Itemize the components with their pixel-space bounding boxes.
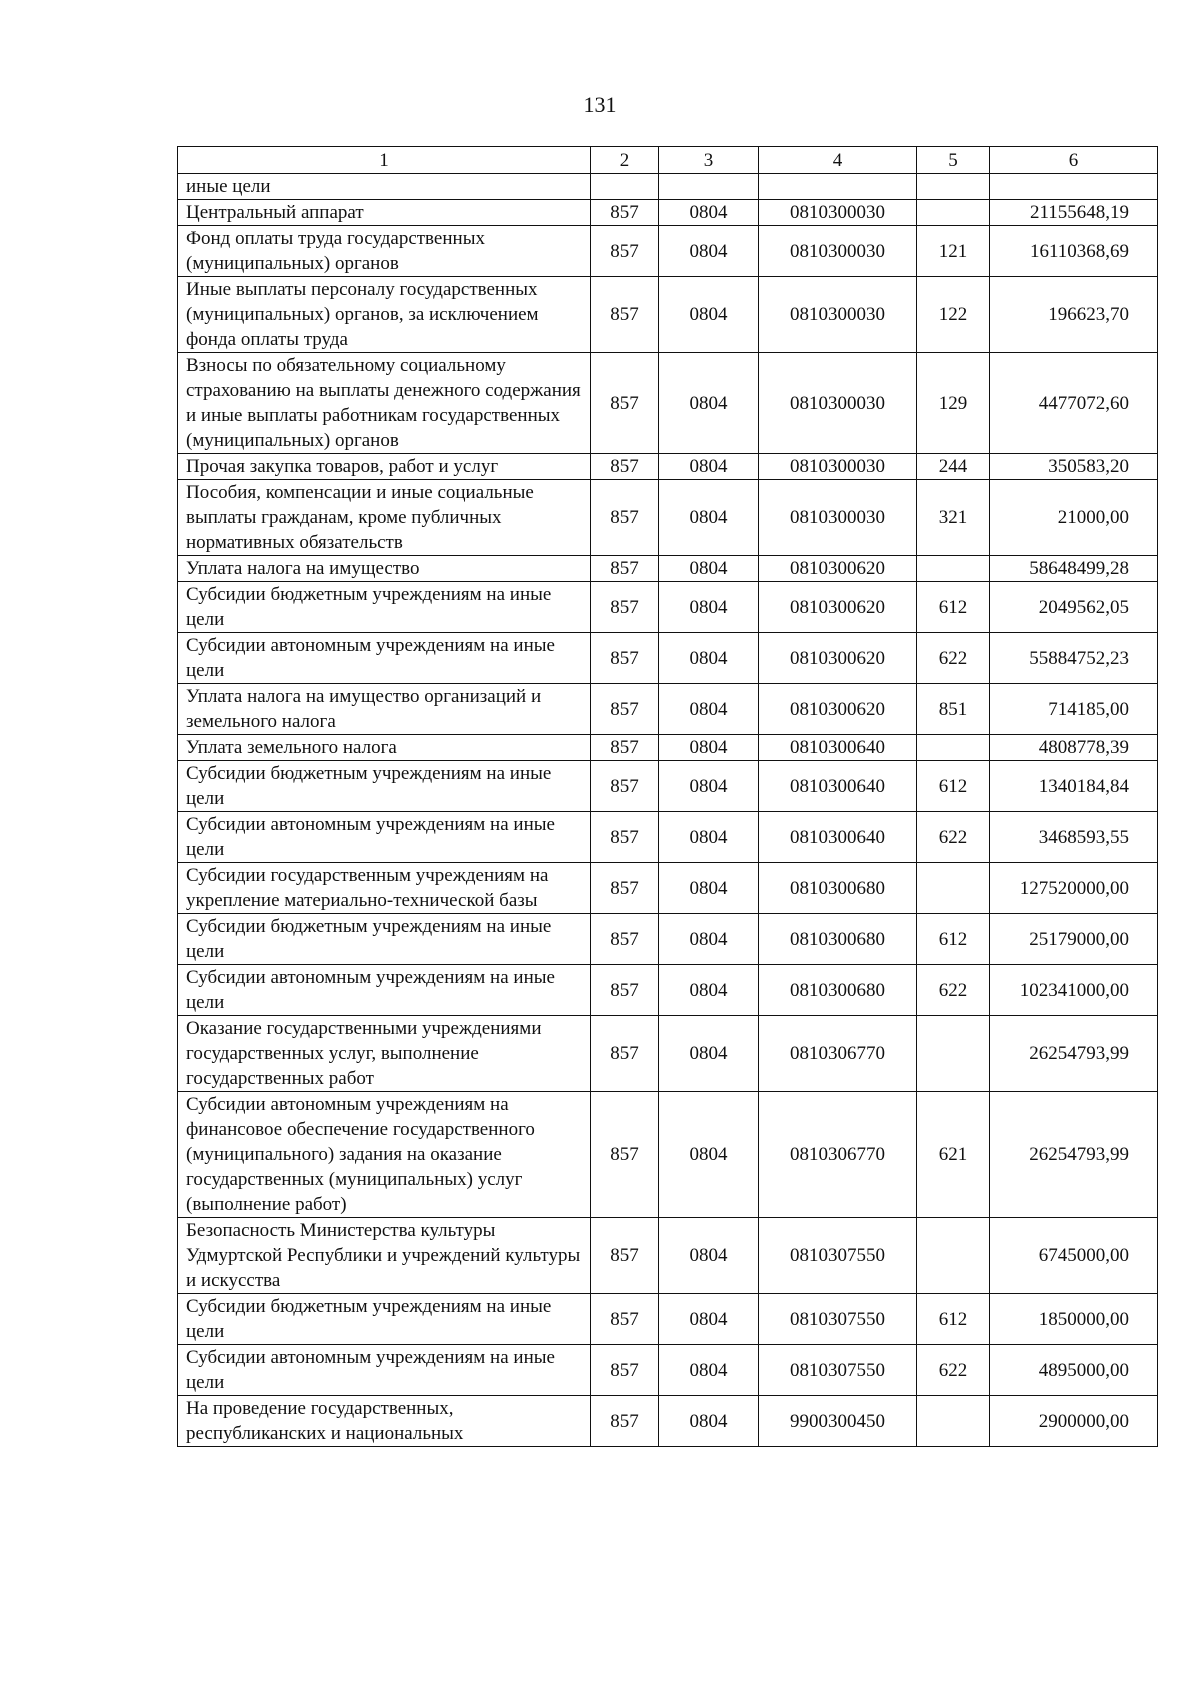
header-cell: 3 <box>659 147 759 174</box>
section-cell: 0804 <box>659 735 759 761</box>
grbs-cell: 857 <box>591 735 659 761</box>
amount-cell: 714185,00 <box>990 684 1158 735</box>
expense-type-cell: 622 <box>917 812 990 863</box>
section-cell: 0804 <box>659 914 759 965</box>
expense-type-cell: 612 <box>917 582 990 633</box>
row-name-cell: Безопасность Министерства культуры Удмуртской Республики и учреждений культуры и искусства <box>178 1218 591 1294</box>
grbs-cell: 857 <box>591 761 659 812</box>
table-row <box>178 1345 1158 1396</box>
header-cell: 5 <box>917 147 990 174</box>
expense-type-cell: 129 <box>917 353 990 454</box>
target-article-cell: 0810306770 <box>759 1092 917 1218</box>
amount-cell: 127520000,00 <box>990 863 1158 914</box>
row-name-cell: иные цели <box>178 174 591 200</box>
target-article-cell: 0810300680 <box>759 914 917 965</box>
expense-type-cell <box>917 863 990 914</box>
target-article-cell: 0810300030 <box>759 454 917 480</box>
row-name-cell: Субсидии бюджетным учреждениям на иные цели <box>178 1294 591 1345</box>
expense-type-cell: 622 <box>917 965 990 1016</box>
grbs-cell: 857 <box>591 914 659 965</box>
section-cell: 0804 <box>659 226 759 277</box>
expense-type-cell: 622 <box>917 1345 990 1396</box>
section-cell: 0804 <box>659 454 759 480</box>
table-row <box>178 812 1158 863</box>
section-cell: 0804 <box>659 1016 759 1092</box>
amount-cell <box>990 174 1158 200</box>
amount-cell: 3468593,55 <box>990 812 1158 863</box>
amount-cell: 16110368,69 <box>990 226 1158 277</box>
table-row <box>178 1016 1158 1092</box>
section-cell <box>659 174 759 200</box>
budget-table <box>177 146 1158 1447</box>
grbs-cell: 857 <box>591 965 659 1016</box>
header-cell: 4 <box>759 147 917 174</box>
grbs-cell: 857 <box>591 812 659 863</box>
target-article-cell: 0810306770 <box>759 1016 917 1092</box>
section-cell: 0804 <box>659 480 759 556</box>
grbs-cell <box>591 174 659 200</box>
row-name-cell: Оказание государственными учреждениями государственных услуг, выполнение государственных работ <box>178 1016 591 1092</box>
row-name-cell: Прочая закупка товаров, работ и услуг <box>178 454 591 480</box>
row-name-cell: Иные выплаты персоналу государственных (муниципальных) органов, за исключением фонда оплаты труда <box>178 277 591 353</box>
grbs-cell: 857 <box>591 556 659 582</box>
target-article-cell: 0810300640 <box>759 761 917 812</box>
target-article-cell: 0810300620 <box>759 633 917 684</box>
table-row <box>178 1294 1158 1345</box>
amount-cell: 2049562,05 <box>990 582 1158 633</box>
expense-type-cell: 612 <box>917 1294 990 1345</box>
section-cell: 0804 <box>659 761 759 812</box>
row-name-cell: Уплата налога на имущество организаций и земельного налога <box>178 684 591 735</box>
target-article-cell: 0810300030 <box>759 226 917 277</box>
table-row <box>178 863 1158 914</box>
row-name-cell: Субсидии бюджетным учреждениям на иные цели <box>178 761 591 812</box>
amount-cell: 350583,20 <box>990 454 1158 480</box>
row-name-cell: Субсидии автономным учреждениям на иные цели <box>178 812 591 863</box>
header-cell: 1 <box>178 147 591 174</box>
grbs-cell: 857 <box>591 480 659 556</box>
header-row <box>178 147 1158 174</box>
grbs-cell: 857 <box>591 1345 659 1396</box>
amount-cell: 4477072,60 <box>990 353 1158 454</box>
row-name-cell: Субсидии автономным учреждениям на финансовое обеспечение государственного (муниципального) задания на оказание государственных (муниципальных) услуг (выполнение работ) <box>178 1092 591 1218</box>
table-row <box>178 1218 1158 1294</box>
row-name-cell: На проведение государственных, республиканских и национальных <box>178 1396 591 1447</box>
amount-cell: 26254793,99 <box>990 1092 1158 1218</box>
expense-type-cell <box>917 174 990 200</box>
grbs-cell: 857 <box>591 1092 659 1218</box>
header-cell: 2 <box>591 147 659 174</box>
table-row <box>178 226 1158 277</box>
section-cell: 0804 <box>659 1294 759 1345</box>
amount-cell: 21000,00 <box>990 480 1158 556</box>
amount-cell: 1340184,84 <box>990 761 1158 812</box>
row-name-cell: Субсидии автономным учреждениям на иные цели <box>178 633 591 684</box>
expense-type-cell <box>917 735 990 761</box>
section-cell: 0804 <box>659 1092 759 1218</box>
row-name-cell: Уплата земельного налога <box>178 735 591 761</box>
table-row <box>178 556 1158 582</box>
section-cell: 0804 <box>659 200 759 226</box>
row-name-cell: Уплата налога на имущество <box>178 556 591 582</box>
expense-type-cell: 244 <box>917 454 990 480</box>
row-name-cell: Субсидии автономным учреждениям на иные цели <box>178 965 591 1016</box>
amount-cell: 6745000,00 <box>990 1218 1158 1294</box>
grbs-cell: 857 <box>591 1016 659 1092</box>
target-article-cell: 0810300620 <box>759 684 917 735</box>
section-cell: 0804 <box>659 277 759 353</box>
expense-type-cell: 851 <box>917 684 990 735</box>
amount-cell: 21155648,19 <box>990 200 1158 226</box>
section-cell: 0804 <box>659 353 759 454</box>
section-cell: 0804 <box>659 812 759 863</box>
grbs-cell: 857 <box>591 454 659 480</box>
amount-cell: 58648499,28 <box>990 556 1158 582</box>
amount-cell: 196623,70 <box>990 277 1158 353</box>
grbs-cell: 857 <box>591 226 659 277</box>
table-row <box>178 914 1158 965</box>
target-article-cell: 0810300680 <box>759 863 917 914</box>
grbs-cell: 857 <box>591 863 659 914</box>
grbs-cell: 857 <box>591 200 659 226</box>
amount-cell: 4895000,00 <box>990 1345 1158 1396</box>
expense-type-cell: 121 <box>917 226 990 277</box>
amount-cell: 4808778,39 <box>990 735 1158 761</box>
grbs-cell: 857 <box>591 633 659 684</box>
expense-type-cell: 321 <box>917 480 990 556</box>
expense-type-cell: 621 <box>917 1092 990 1218</box>
grbs-cell: 857 <box>591 353 659 454</box>
table-row <box>178 277 1158 353</box>
section-cell: 0804 <box>659 633 759 684</box>
section-cell: 0804 <box>659 863 759 914</box>
section-cell: 0804 <box>659 1396 759 1447</box>
target-article-cell: 0810307550 <box>759 1294 917 1345</box>
target-article-cell: 0810300640 <box>759 812 917 863</box>
target-article-cell: 0810300030 <box>759 480 917 556</box>
grbs-cell: 857 <box>591 1396 659 1447</box>
expense-type-cell <box>917 1218 990 1294</box>
page-number: 131 <box>583 92 617 117</box>
table-row <box>178 353 1158 454</box>
target-article-cell: 0810307550 <box>759 1218 917 1294</box>
row-name-cell: Субсидии автономным учреждениям на иные цели <box>178 1345 591 1396</box>
section-cell: 0804 <box>659 965 759 1016</box>
table-row <box>178 200 1158 226</box>
target-article-cell: 0810300620 <box>759 582 917 633</box>
table-row <box>178 174 1158 200</box>
amount-cell: 25179000,00 <box>990 914 1158 965</box>
section-cell: 0804 <box>659 1345 759 1396</box>
section-cell: 0804 <box>659 1218 759 1294</box>
row-name-cell: Фонд оплаты труда государственных (муниципальных) органов <box>178 226 591 277</box>
grbs-cell: 857 <box>591 684 659 735</box>
grbs-cell: 857 <box>591 582 659 633</box>
expense-type-cell <box>917 1396 990 1447</box>
expense-type-cell: 612 <box>917 761 990 812</box>
expense-type-cell <box>917 556 990 582</box>
table-row <box>178 1092 1158 1218</box>
table-row <box>178 1396 1158 1447</box>
row-name-cell: Субсидии бюджетным учреждениям на иные цели <box>178 582 591 633</box>
table-row <box>178 965 1158 1016</box>
row-name-cell: Взносы по обязательному социальному страхованию на выплаты денежного содержания и иные выплаты работникам государственных (муниципальных) органов <box>178 353 591 454</box>
row-name-cell: Пособия, компенсации и иные социальные выплаты гражданам, кроме публичных нормативных обязательств <box>178 480 591 556</box>
grbs-cell: 857 <box>591 277 659 353</box>
grbs-cell: 857 <box>591 1294 659 1345</box>
target-article-cell: 0810300030 <box>759 353 917 454</box>
target-article-cell: 0810300680 <box>759 965 917 1016</box>
amount-cell: 55884752,23 <box>990 633 1158 684</box>
expense-type-cell: 612 <box>917 914 990 965</box>
section-cell: 0804 <box>659 684 759 735</box>
table-row <box>178 480 1158 556</box>
table-row <box>178 684 1158 735</box>
table-row <box>178 633 1158 684</box>
row-name-cell: Субсидии бюджетным учреждениям на иные цели <box>178 914 591 965</box>
header-cell: 6 <box>990 147 1158 174</box>
table-row <box>178 582 1158 633</box>
target-article-cell: 0810300640 <box>759 735 917 761</box>
target-article-cell: 0810300030 <box>759 277 917 353</box>
row-name-cell: Центральный аппарат <box>178 200 591 226</box>
section-cell: 0804 <box>659 582 759 633</box>
target-article-cell: 0810300620 <box>759 556 917 582</box>
expense-type-cell <box>917 1016 990 1092</box>
table-row <box>178 454 1158 480</box>
amount-cell: 26254793,99 <box>990 1016 1158 1092</box>
expense-type-cell <box>917 200 990 226</box>
target-article-cell <box>759 174 917 200</box>
amount-cell: 102341000,00 <box>990 965 1158 1016</box>
target-article-cell: 9900300450 <box>759 1396 917 1447</box>
row-name-cell: Субсидии государственным учреждениям на укрепление материально-технической базы <box>178 863 591 914</box>
amount-cell: 2900000,00 <box>990 1396 1158 1447</box>
target-article-cell: 0810307550 <box>759 1345 917 1396</box>
amount-cell: 1850000,00 <box>990 1294 1158 1345</box>
grbs-cell: 857 <box>591 1218 659 1294</box>
expense-type-cell: 622 <box>917 633 990 684</box>
table-row <box>178 735 1158 761</box>
table-row <box>178 761 1158 812</box>
target-article-cell: 0810300030 <box>759 200 917 226</box>
expense-type-cell: 122 <box>917 277 990 353</box>
section-cell: 0804 <box>659 556 759 582</box>
